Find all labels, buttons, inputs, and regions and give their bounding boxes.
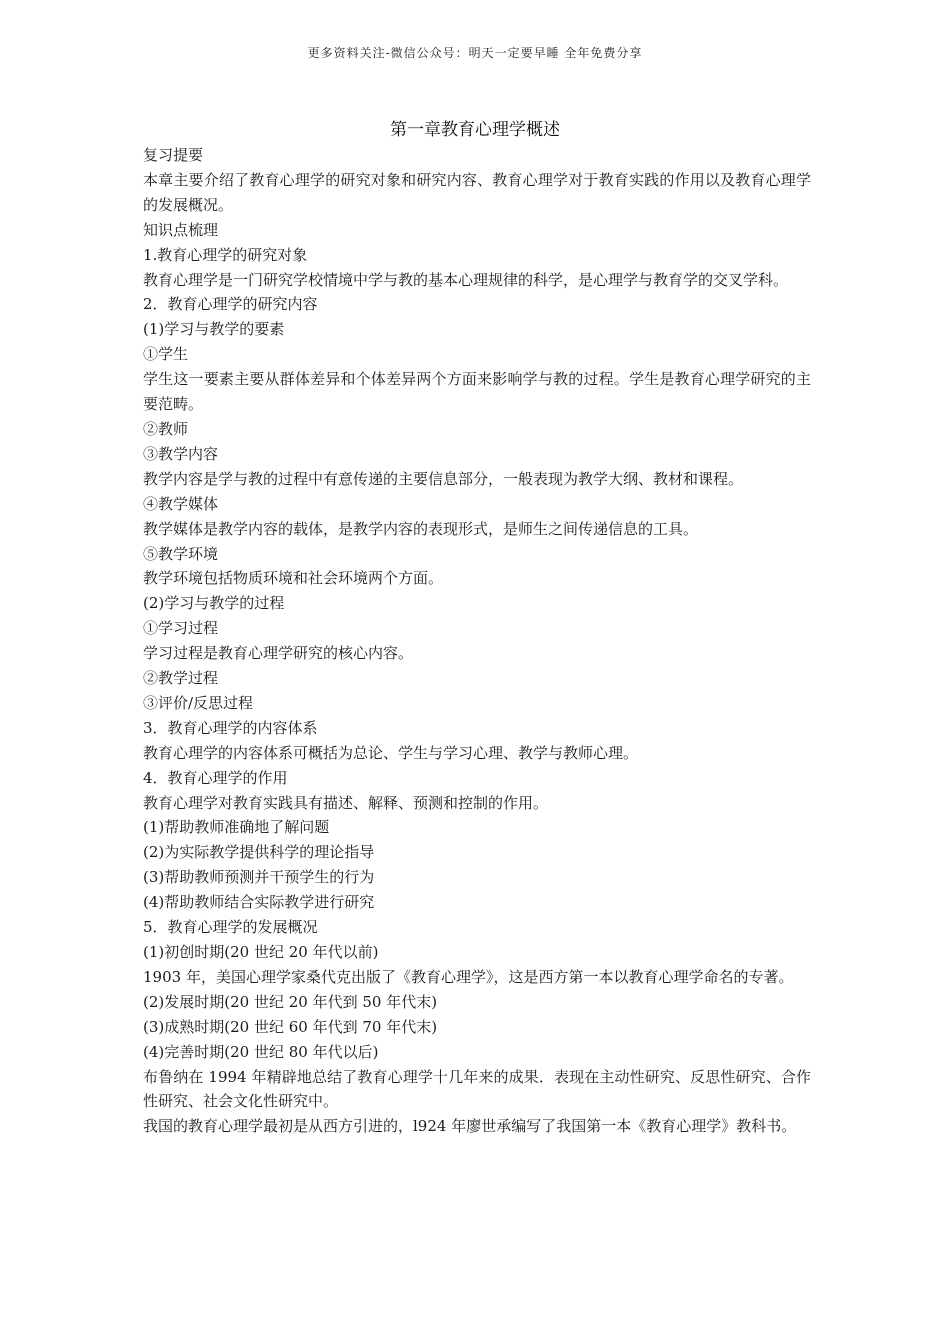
sub-heading: (1)学习与教学的要素 bbox=[143, 320, 285, 339]
paragraph: 教育心理学的内容体系可概括为总论、学生与学习心理、教学与教师心理。 bbox=[143, 743, 639, 762]
sub-heading: (2)学习与教学的过程 bbox=[143, 594, 285, 613]
list-item: ④教学媒体 bbox=[143, 494, 219, 513]
list-item: ③教学内容 bbox=[143, 444, 219, 463]
list-item: (3)帮助教师预测并干预学生的行为 bbox=[143, 868, 375, 887]
paragraph: 本章主要介绍了教育心理学的研究对象和研究内容、教育心理学对于教育实践的作用以及教育心理学的发展概况。 bbox=[143, 170, 811, 214]
paragraph: 教学媒体是教学内容的载体，是教学内容的表现形式，是师生之间传递信息的工具。 bbox=[143, 519, 699, 538]
numbered-heading: 4．教育心理学的作用 bbox=[143, 768, 288, 787]
sub-heading: (4)完善时期(20 世纪 80 年代以后) bbox=[143, 1042, 379, 1061]
numbered-heading: 3．教育心理学的内容体系 bbox=[143, 718, 318, 737]
list-item: (2)为实际教学提供科学的理论指导 bbox=[143, 843, 375, 862]
list-item: ①学习过程 bbox=[143, 619, 219, 638]
paragraph: 教育心理学是一门研究学校情境中学与教的基本心理规律的科学，是心理学与教育学的交叉学科。 bbox=[143, 270, 789, 289]
numbered-heading: 5．教育心理学的发展概况 bbox=[143, 918, 318, 937]
section-heading: 复习提要 bbox=[143, 146, 204, 164]
list-item: ⑤教学环境 bbox=[143, 544, 219, 563]
numbered-heading: 2．教育心理学的研究内容 bbox=[143, 295, 318, 314]
sub-heading: (1)初创时期(20 世纪 20 年代以前) bbox=[143, 943, 379, 961]
paragraph: 布鲁纳在 1994 年精辟地总结了教育心理学十几年来的成果．表现在主动性研究、反思性研究、合作性研究、社会文化性研究中。 bbox=[143, 1067, 811, 1111]
paragraph: 教学内容是学与教的过程中有意传递的主要信息部分，一般表现为教学大纲、教材和课程。 bbox=[143, 469, 744, 488]
document-body bbox=[143, 143, 811, 1139]
sub-heading: (2)发展时期(20 世纪 20 年代到 50 年代末) bbox=[143, 992, 438, 1011]
chapter-title: 第一章教育心理学概述 bbox=[390, 120, 560, 140]
list-item: ③评价/反思过程 bbox=[143, 693, 254, 712]
list-item: (1)帮助教师准确地了解问题 bbox=[143, 818, 330, 837]
paragraph: 教学环境包括物质环境和社会环境两个方面。 bbox=[143, 569, 444, 588]
list-item: ①学生 bbox=[143, 345, 189, 364]
paragraph: 1903 年，美国心理学家桑代克出版了《教育心理学》，这是西方第一本以教育心理学命名的专著。 bbox=[143, 967, 794, 986]
paragraph: 教育心理学对教育实践具有描述、解释、预测和控制的作用。 bbox=[143, 793, 549, 812]
list-item: (4)帮助教师结合实际教学进行研究 bbox=[143, 893, 375, 912]
paragraph: 我国的教育心理学最初是从西方引进的，l924 年廖世承编写了我国第一本《教育心理学》教科书。 bbox=[143, 1117, 797, 1136]
list-item: ②教学过程 bbox=[143, 669, 219, 688]
paragraph: 学习过程是教育心理学研究的核心内容。 bbox=[143, 644, 414, 663]
list-item: ②教师 bbox=[143, 419, 189, 438]
paragraph: 学生这一要素主要从群体差异和个体差异两个方面来影响学与教的过程。学生是教育心理学研究的主要范畴。 bbox=[143, 370, 811, 414]
sub-heading: (3)成熟时期(20 世纪 60 年代到 70 年代末) bbox=[143, 1017, 438, 1036]
page-header-note: 更多资料关注-微信公众号：明天一定要早睡 全年免费分享 bbox=[307, 46, 643, 60]
section-heading: 知识点梳理 bbox=[143, 220, 219, 239]
numbered-heading: 1.教育心理学的研究对象 bbox=[143, 245, 308, 264]
